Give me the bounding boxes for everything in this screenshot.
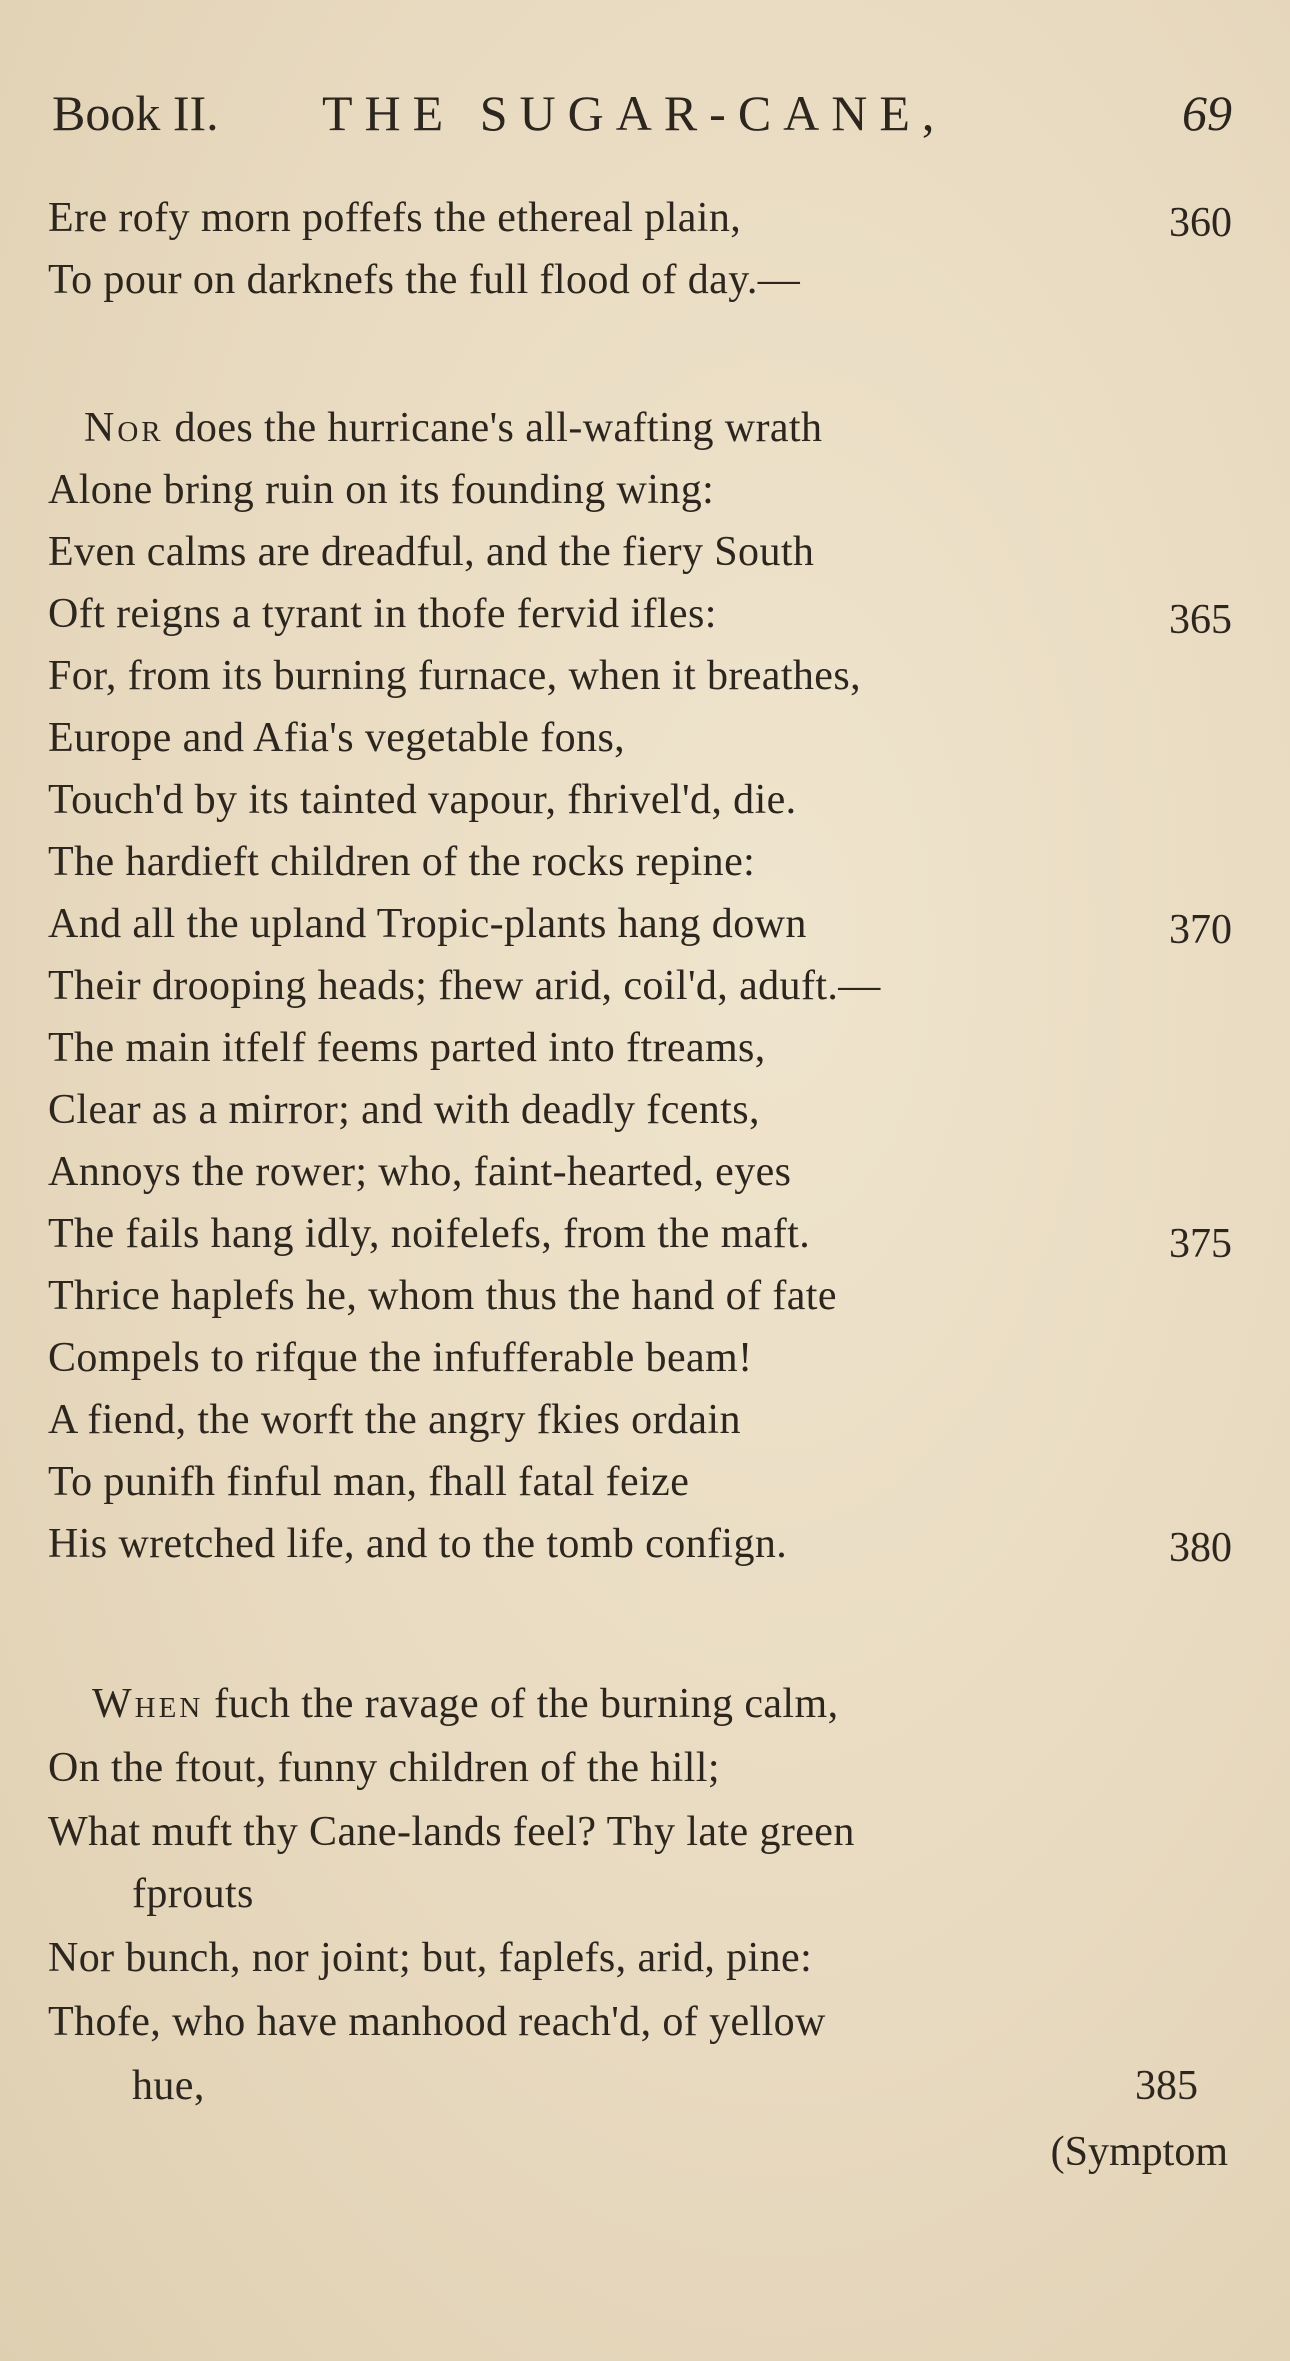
book-label: Book II.: [52, 85, 219, 141]
verse-line: What muft thy Cane-lands feel? Thy late green: [48, 1809, 855, 1855]
verse-line: Compels to rifque the infufferable beam!: [48, 1335, 753, 1381]
line-number: 370: [1169, 907, 1232, 953]
verse-line: The hardieft children of the rocks repine:: [48, 839, 756, 885]
verse-line: Nor does the hurricane's all-wafting wrath: [84, 405, 823, 451]
verse-line: Europe and Afia's vegetable fons,: [48, 715, 626, 761]
line-number: 385: [1135, 2063, 1198, 2109]
verse-line: Annoys the rower; who, faint-hearted, eyes: [48, 1149, 792, 1195]
verse-line: On the ftout, funny children of the hill;: [48, 1745, 720, 1791]
verse-line-continuation: fprouts: [132, 1871, 254, 1917]
verse-line: Alone bring ruin on its founding wing:: [48, 467, 715, 513]
verse-line: To pour on darknefs the full flood of day.—: [48, 257, 801, 303]
stanza-initial-word: Nor: [84, 405, 164, 451]
verse-line: Thrice haplefs he, whom thus the hand of fate: [48, 1273, 837, 1319]
verse-line: Touch'd by its tainted vapour, fhrivel'd, die.: [48, 777, 797, 823]
verse-line: A fiend, the worft the angry fkies ordain: [48, 1397, 741, 1443]
verse-line: When fuch the ravage of the burning calm,: [92, 1681, 839, 1727]
line-number: 380: [1169, 1525, 1232, 1571]
verse-line: Thofe, who have manhood reach'd, of yellow: [48, 1999, 826, 2045]
verse-line: Nor bunch, nor joint; but, faplefs, arid, pine:: [48, 1935, 813, 1981]
verse-line-continuation: hue,: [132, 2063, 205, 2109]
stanza-initial-word: When: [92, 1681, 204, 1727]
verse-line: His wretched life, and to the tomb confign.: [48, 1521, 788, 1567]
verse-line: Oft reigns a tyrant in thofe fervid ifles:: [48, 591, 717, 637]
catchword: (Symptom: [1050, 2129, 1228, 2175]
line-number: 360: [1169, 200, 1232, 246]
running-title: THE SUGAR-CANE,: [322, 85, 947, 141]
verse-line: The main itfelf feems parted into ftreams,: [48, 1025, 766, 1071]
running-header: [52, 78, 1232, 148]
line-number: 375: [1169, 1221, 1232, 1267]
verse-line: Even calms are dreadful, and the fiery South: [48, 529, 815, 575]
verse-line: Clear as a mirror; and with deadly fcents,: [48, 1087, 760, 1133]
verse-line: To punifh finful man, fhall fatal feize: [48, 1459, 690, 1505]
verse-line: The fails hang idly, noifelefs, from the maft.: [48, 1211, 811, 1257]
line-number: 365: [1169, 597, 1232, 643]
verse-line: And all the upland Tropic-plants hang down: [48, 901, 807, 947]
page-number: 69: [1182, 85, 1232, 141]
verse-line: Their drooping heads; fhew arid, coil'd, aduft.—: [48, 963, 881, 1009]
verse-line: Ere rofy morn poffefs the ethereal plain,: [48, 195, 742, 241]
verse-line: For, from its burning furnace, when it breathes,: [48, 653, 861, 699]
